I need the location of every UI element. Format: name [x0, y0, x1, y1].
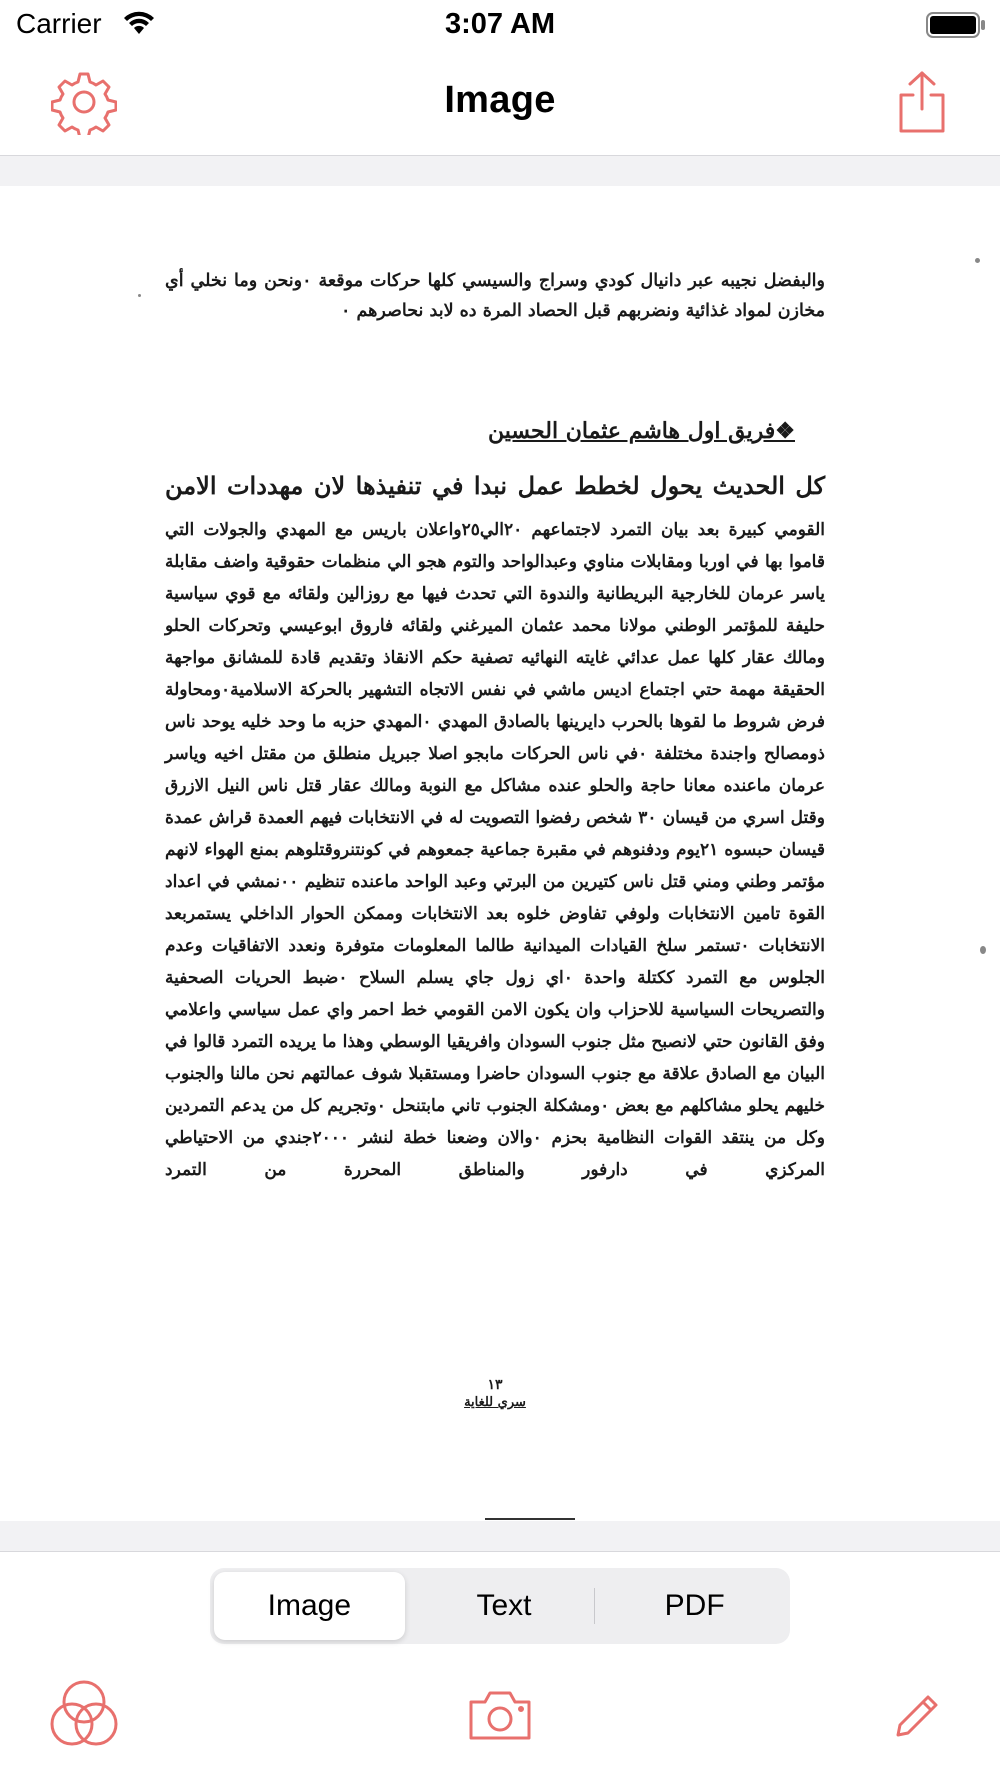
camera-icon	[467, 1688, 533, 1747]
image-viewer[interactable]	[0, 156, 1000, 1551]
scan-line	[485, 1518, 575, 1520]
segment-image[interactable]	[214, 1572, 405, 1640]
mode-segmented-control	[210, 1568, 790, 1644]
classification-label: سري للغاية	[464, 1395, 526, 1410]
segment-divider	[594, 1588, 595, 1624]
segment-text[interactable]	[409, 1568, 600, 1644]
camera-button[interactable]	[460, 1677, 540, 1757]
scanned-document	[0, 186, 1000, 1521]
scan-speck	[138, 294, 141, 297]
share-icon	[895, 69, 949, 140]
status-bar	[0, 0, 1000, 52]
document-intro: والبفضل نجيبه عبر دانيال كودي وسراج والسيسي كلها حركات موقعة ٠ونحن وما نخلي أي مخازن لمواد غذائية ونضربهم قبل الحصاد المرة ده لابد نحاصرهم ٠	[165, 271, 825, 321]
page-number: ١٣	[487, 1377, 503, 1393]
carrier-label: Carrier	[16, 8, 102, 39]
segment-image-label: Image	[267, 1589, 352, 1622]
segment-pdf[interactable]	[599, 1568, 790, 1644]
scan-speck	[980, 946, 986, 954]
document-heading: ❖فريق اول هاشم عثمان الحسين	[488, 418, 795, 444]
segment-pdf-label: PDF	[664, 1589, 725, 1622]
navigation-bar	[0, 52, 1000, 156]
share-button[interactable]	[886, 68, 958, 140]
document-body: القومي كبيرة بعد بيان التمرد لاجتماعهم ٢٠الي٢٥واعلان باريس مع المهدي والجولات التي قاموا بها في اوربا ومقابلات مناوي وعبدالواحد والتوم هجو الي منظمات حقوقية واضف مقابلة ياسر عرمان للخارجية البريطانية والندوة التي تحدث فيها مع روزالين ولقائه مع قوي سياسية حليفة للمؤتمر الوطني مولانا محمد عثمان الميرغني ولقائه فاروق ابوعيسي وتحركات الحلو ومالك عقار كلها عمل عدائي غايته النهائيه تصفية حكم الانقاذ وتقديم قادة للمشانق مواجهة الحقيقة مهمة حتي اجتماع اديس ماشي في نفس الاتجاه التشهير بالحركة الاسلامية٠ومحاولة فرض شروط ما لقوها بالحرب دايرينها بالصادق المهدي ٠المهدي حزبه ما وحد خليه يوحد ناس ذومصالح واجندة مختلفة ٠في ناس الحركات مابجو اصلا جبريل منطلق من مقتل اخيه وياسر عرمان ماعنده معانا حاجة والحلو عنده مشاكل مع النوبة ومالك عقار قتل ناس النيل الازرق وقتل اسري من قيسان ٣٠ شخص رفضوا التصويت له في الانتخابات فيهم العمدة قراش عمدة قيسان حبسوه ٢١يوم ودفنوهم في مقبرة جماعية جمعوهم في كونتنروقتلوهم بمنع الهواء لانهم مؤتمر وطني ومني قتل ناس كتيرين من البرتي وعبد الواحد ماعنده تنظيم ٠٠نمشي في اعداد القوة تامين الانتخابات ولوفي تفاوض خلوه بعد الانتخابات وممكن الحوار الداخلي يستمربعد الانتخابات ٠تستمر سلخ القيادات الميدانية طالما المعلومات متوفرة ونعدد الاتفاقيات وعدم الجلوس مع التمرد ككتلة واحدة ٠اي زول جاي يسلم السلاح ٠ضبط الحريات الصحفية والتصريحات السياسية للاحزاب وان يكون الامن القومي خط احمر واي عمل سياسي واعلامي وفق القانون حتي لانصبح مثل جنوب السودان وافريقيا الوسطي وهذا ما يريده التمرد قالوا في البيان مع الصادق علاقة مع جنوب السودان حاضرا ومستقبلا شوف عمالتهم نحن مالنا والجنوب خليهم يحلو مشاكلهم مع بعض ٠ومشكلة الجنوب تاني مابتنحل ٠وتجريم كل من يدعم التمردين وكل من ينتقد القوات النظامية بحزم ٠والان وضعنا خطة لنشر ٢٠٠٠جندي من الاحتياطي المركزي في دارفور والمناطق المحررة من التمرد	[165, 520, 826, 1180]
page-title: Image	[444, 79, 556, 121]
scan-speck	[975, 258, 980, 263]
segment-text-label: Text	[476, 1589, 532, 1622]
pencil-icon	[890, 1687, 946, 1748]
mode-selector-bar	[0, 1551, 1000, 1660]
edit-button[interactable]	[878, 1677, 958, 1757]
document-lead: كل الحديث يحول لخطط عمل نبدا في تنفيذها لان مهددات الامن	[165, 471, 825, 500]
battery-icon	[926, 12, 986, 43]
page-footer	[165, 1376, 825, 1412]
clock: 3:07 AM	[444, 8, 556, 40]
color-filter-icon	[45, 1676, 123, 1759]
filter-button[interactable]	[44, 1677, 124, 1757]
bottom-toolbar	[0, 1659, 1000, 1778]
